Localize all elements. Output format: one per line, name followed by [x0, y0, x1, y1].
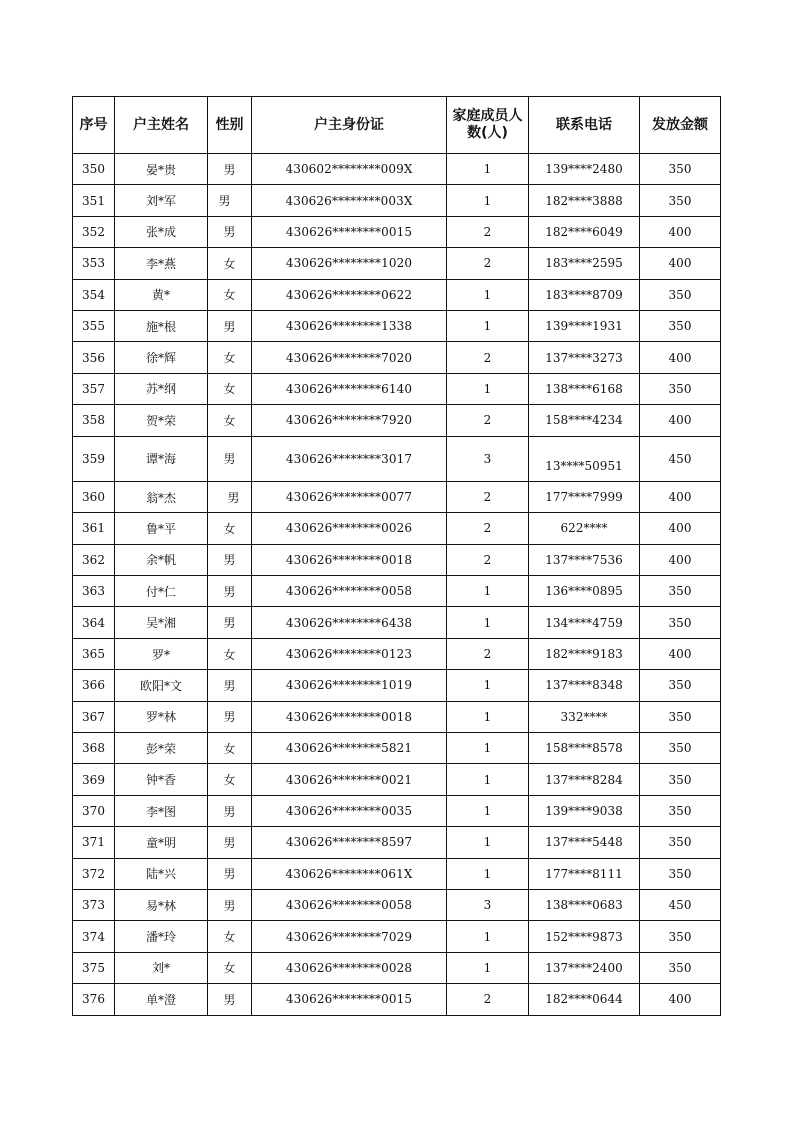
cell-phone: 138****6168 [529, 373, 640, 404]
cell-id-card: 430626********7920 [252, 405, 447, 436]
cell-members: 1 [447, 373, 529, 404]
cell-id-card: 430626********7029 [252, 921, 447, 952]
cell-seq: 351 [73, 185, 115, 216]
cell-seq: 368 [73, 733, 115, 764]
cell-members: 1 [447, 310, 529, 341]
cell-seq: 367 [73, 701, 115, 732]
cell-seq: 366 [73, 670, 115, 701]
cell-amount: 400 [640, 513, 721, 544]
header-amount: 发放金额 [640, 97, 721, 154]
cell-phone: 139****1931 [529, 310, 640, 341]
cell-name: 余*帆 [115, 544, 208, 575]
cell-name: 徐*辉 [115, 342, 208, 373]
cell-phone: 182****3888 [529, 185, 640, 216]
cell-members: 1 [447, 795, 529, 826]
table-row [73, 889, 721, 920]
cell-phone: 137****3273 [529, 342, 640, 373]
cell-amount: 350 [640, 733, 721, 764]
cell-amount: 350 [640, 952, 721, 983]
cell-members: 1 [447, 576, 529, 607]
cell-amount: 450 [640, 889, 721, 920]
table-row [73, 921, 721, 952]
cell-members: 2 [447, 984, 529, 1015]
table-row [73, 436, 721, 481]
cell-seq: 363 [73, 576, 115, 607]
cell-id-card: 430602********009X [252, 154, 447, 185]
cell-phone: 139****9038 [529, 795, 640, 826]
cell-amount: 350 [640, 764, 721, 795]
cell-seq: 369 [73, 764, 115, 795]
cell-sex: 男 [208, 984, 252, 1015]
cell-sex: 女 [208, 952, 252, 983]
cell-id-card: 430626********0018 [252, 544, 447, 575]
cell-seq: 364 [73, 607, 115, 638]
cell-phone: 137****5448 [529, 827, 640, 858]
table-row [73, 342, 721, 373]
header-row [73, 97, 721, 154]
cell-sex: 男 [208, 701, 252, 732]
cell-amount: 350 [640, 279, 721, 310]
table-row [73, 310, 721, 341]
cell-id-card: 430626********7020 [252, 342, 447, 373]
cell-members: 1 [447, 921, 529, 952]
cell-name: 陆*兴 [115, 858, 208, 889]
cell-sex: 女 [208, 513, 252, 544]
cell-name: 钟*香 [115, 764, 208, 795]
cell-id-card: 430626********1338 [252, 310, 447, 341]
cell-seq: 365 [73, 638, 115, 669]
cell-sex: 男 [208, 216, 252, 247]
cell-name: 童*明 [115, 827, 208, 858]
cell-amount: 350 [640, 185, 721, 216]
table-row [73, 764, 721, 795]
cell-seq: 350 [73, 154, 115, 185]
cell-name: 鲁*平 [115, 513, 208, 544]
cell-id-card: 430626********6438 [252, 607, 447, 638]
cell-name: 贺*荣 [115, 405, 208, 436]
table-row [73, 185, 721, 216]
cell-id-card: 430626********003X [252, 185, 447, 216]
cell-amount: 350 [640, 701, 721, 732]
cell-members: 1 [447, 952, 529, 983]
cell-phone: 137****7536 [529, 544, 640, 575]
cell-phone: 158****4234 [529, 405, 640, 436]
cell-amount: 400 [640, 342, 721, 373]
cell-amount: 400 [640, 248, 721, 279]
table-row [73, 607, 721, 638]
cell-amount: 350 [640, 795, 721, 826]
relief-payment-table [72, 96, 721, 1016]
cell-sex: 男 [208, 607, 252, 638]
cell-seq: 371 [73, 827, 115, 858]
cell-sex: 男 [208, 827, 252, 858]
cell-id-card: 430626********0018 [252, 701, 447, 732]
cell-id-card: 430626********8597 [252, 827, 447, 858]
cell-phone: 134****4759 [529, 607, 640, 638]
cell-sex: 男 [208, 670, 252, 701]
table-row [73, 154, 721, 185]
cell-id-card: 430626********1020 [252, 248, 447, 279]
cell-seq: 353 [73, 248, 115, 279]
cell-sex: 女 [208, 638, 252, 669]
cell-amount: 350 [640, 827, 721, 858]
cell-id-card: 430626********0058 [252, 889, 447, 920]
cell-phone: 137****8348 [529, 670, 640, 701]
cell-id-card: 430626********0015 [252, 216, 447, 247]
cell-id-card: 430626********0028 [252, 952, 447, 983]
cell-phone: 183****2595 [529, 248, 640, 279]
cell-amount: 350 [640, 921, 721, 952]
table-row [73, 795, 721, 826]
cell-phone: 622**** [529, 513, 640, 544]
cell-seq: 352 [73, 216, 115, 247]
cell-id-card: 430626********0015 [252, 984, 447, 1015]
cell-id-card: 430626********0021 [252, 764, 447, 795]
cell-name: 黄* [115, 279, 208, 310]
cell-phone: 182****9183 [529, 638, 640, 669]
cell-sex: 女 [208, 764, 252, 795]
cell-id-card: 430626********6140 [252, 373, 447, 404]
cell-phone: 177****8111 [529, 858, 640, 889]
cell-amount: 350 [640, 310, 721, 341]
table-row [73, 670, 721, 701]
cell-sex: 男 [208, 576, 252, 607]
cell-seq: 373 [73, 889, 115, 920]
cell-amount: 350 [640, 576, 721, 607]
cell-sex: 男 [208, 858, 252, 889]
table-row [73, 481, 721, 512]
cell-sex: 女 [208, 279, 252, 310]
cell-sex: 男 [208, 185, 252, 216]
cell-members: 2 [447, 544, 529, 575]
cell-sex: 男 [208, 154, 252, 185]
cell-seq: 370 [73, 795, 115, 826]
cell-name: 吴*湘 [115, 607, 208, 638]
cell-name: 易*林 [115, 889, 208, 920]
cell-sex: 男 [208, 889, 252, 920]
table-row [73, 544, 721, 575]
header-members: 家庭成员人数(人) [447, 97, 529, 154]
cell-amount: 400 [640, 638, 721, 669]
cell-name: 罗*林 [115, 701, 208, 732]
cell-name: 罗* [115, 638, 208, 669]
header-sex: 性别 [208, 97, 252, 154]
cell-name: 付*仁 [115, 576, 208, 607]
table-row [73, 373, 721, 404]
cell-name: 刘*军 [115, 185, 208, 216]
cell-members: 2 [447, 481, 529, 512]
cell-phone: 183****8709 [529, 279, 640, 310]
cell-phone: 138****0683 [529, 889, 640, 920]
cell-members: 1 [447, 827, 529, 858]
table-row [73, 405, 721, 436]
cell-name: 欧阳*文 [115, 670, 208, 701]
cell-amount: 400 [640, 405, 721, 436]
cell-sex: 女 [208, 405, 252, 436]
cell-members: 1 [447, 185, 529, 216]
cell-name: 潘*玲 [115, 921, 208, 952]
header-name: 户主姓名 [115, 97, 208, 154]
cell-name: 晏*贵 [115, 154, 208, 185]
cell-id-card: 430626********061X [252, 858, 447, 889]
cell-amount: 350 [640, 607, 721, 638]
table-row [73, 858, 721, 889]
table-row [73, 248, 721, 279]
cell-amount: 400 [640, 216, 721, 247]
cell-phone: 177****7999 [529, 481, 640, 512]
table-row [73, 827, 721, 858]
cell-id-card: 430626********0058 [252, 576, 447, 607]
cell-seq: 361 [73, 513, 115, 544]
cell-phone: 136****0895 [529, 576, 640, 607]
cell-seq: 375 [73, 952, 115, 983]
table-row [73, 701, 721, 732]
table-row [73, 513, 721, 544]
cell-name: 翁*杰 [115, 481, 208, 512]
cell-amount: 350 [640, 858, 721, 889]
cell-id-card: 430626********3017 [252, 436, 447, 481]
table-row [73, 279, 721, 310]
cell-phone: 182****6049 [529, 216, 640, 247]
cell-id-card: 430626********1019 [252, 670, 447, 701]
cell-seq: 356 [73, 342, 115, 373]
cell-amount: 400 [640, 984, 721, 1015]
cell-sex: 男 [208, 481, 252, 512]
cell-sex: 女 [208, 733, 252, 764]
cell-name: 李*图 [115, 795, 208, 826]
cell-members: 2 [447, 248, 529, 279]
cell-sex: 女 [208, 342, 252, 373]
cell-id-card: 430626********0123 [252, 638, 447, 669]
cell-amount: 400 [640, 544, 721, 575]
table-row [73, 984, 721, 1015]
cell-phone: 137****2400 [529, 952, 640, 983]
cell-name: 李*燕 [115, 248, 208, 279]
cell-id-card: 430626********0622 [252, 279, 447, 310]
cell-members: 2 [447, 638, 529, 669]
cell-seq: 360 [73, 481, 115, 512]
cell-members: 1 [447, 670, 529, 701]
cell-id-card: 430626********0035 [252, 795, 447, 826]
cell-sex: 女 [208, 373, 252, 404]
cell-seq: 372 [73, 858, 115, 889]
cell-name: 彭*荣 [115, 733, 208, 764]
cell-amount: 350 [640, 670, 721, 701]
cell-members: 1 [447, 154, 529, 185]
cell-seq: 376 [73, 984, 115, 1015]
cell-phone: 182****0644 [529, 984, 640, 1015]
cell-members: 1 [447, 764, 529, 795]
cell-members: 1 [447, 701, 529, 732]
header-seq: 序号 [73, 97, 115, 154]
cell-seq: 374 [73, 921, 115, 952]
cell-members: 2 [447, 342, 529, 373]
cell-name: 刘* [115, 952, 208, 983]
cell-sex: 男 [208, 436, 252, 481]
cell-phone: 139****2480 [529, 154, 640, 185]
cell-members: 1 [447, 607, 529, 638]
cell-id-card: 430626********5821 [252, 733, 447, 764]
cell-sex: 女 [208, 921, 252, 952]
table-row [73, 733, 721, 764]
cell-members: 1 [447, 733, 529, 764]
header-phone: 联系电话 [529, 97, 640, 154]
cell-phone: 137****8284 [529, 764, 640, 795]
cell-name: 单*澄 [115, 984, 208, 1015]
header-id-card: 户主身份证 [252, 97, 447, 154]
cell-sex: 男 [208, 310, 252, 341]
cell-members: 1 [447, 858, 529, 889]
cell-members: 2 [447, 405, 529, 436]
cell-amount: 450 [640, 436, 721, 481]
cell-seq: 359 [73, 436, 115, 481]
cell-members: 2 [447, 216, 529, 247]
cell-members: 3 [447, 436, 529, 481]
cell-phone: 152****9873 [529, 921, 640, 952]
cell-phone: 332**** [529, 701, 640, 732]
cell-name: 苏*纲 [115, 373, 208, 404]
cell-amount: 350 [640, 154, 721, 185]
table-row [73, 576, 721, 607]
cell-seq: 355 [73, 310, 115, 341]
cell-seq: 362 [73, 544, 115, 575]
cell-members: 2 [447, 513, 529, 544]
cell-seq: 354 [73, 279, 115, 310]
cell-name: 谭*海 [115, 436, 208, 481]
cell-id-card: 430626********0077 [252, 481, 447, 512]
cell-seq: 357 [73, 373, 115, 404]
table-row [73, 638, 721, 669]
cell-phone: 13****50951 [529, 436, 640, 481]
cell-amount: 350 [640, 373, 721, 404]
cell-seq: 358 [73, 405, 115, 436]
cell-id-card: 430626********0026 [252, 513, 447, 544]
table-row [73, 216, 721, 247]
cell-amount: 400 [640, 481, 721, 512]
cell-name: 张*成 [115, 216, 208, 247]
cell-name: 施*根 [115, 310, 208, 341]
cell-phone: 158****8578 [529, 733, 640, 764]
cell-sex: 女 [208, 248, 252, 279]
table-row [73, 952, 721, 983]
cell-members: 1 [447, 279, 529, 310]
cell-sex: 男 [208, 795, 252, 826]
cell-members: 3 [447, 889, 529, 920]
cell-sex: 男 [208, 544, 252, 575]
